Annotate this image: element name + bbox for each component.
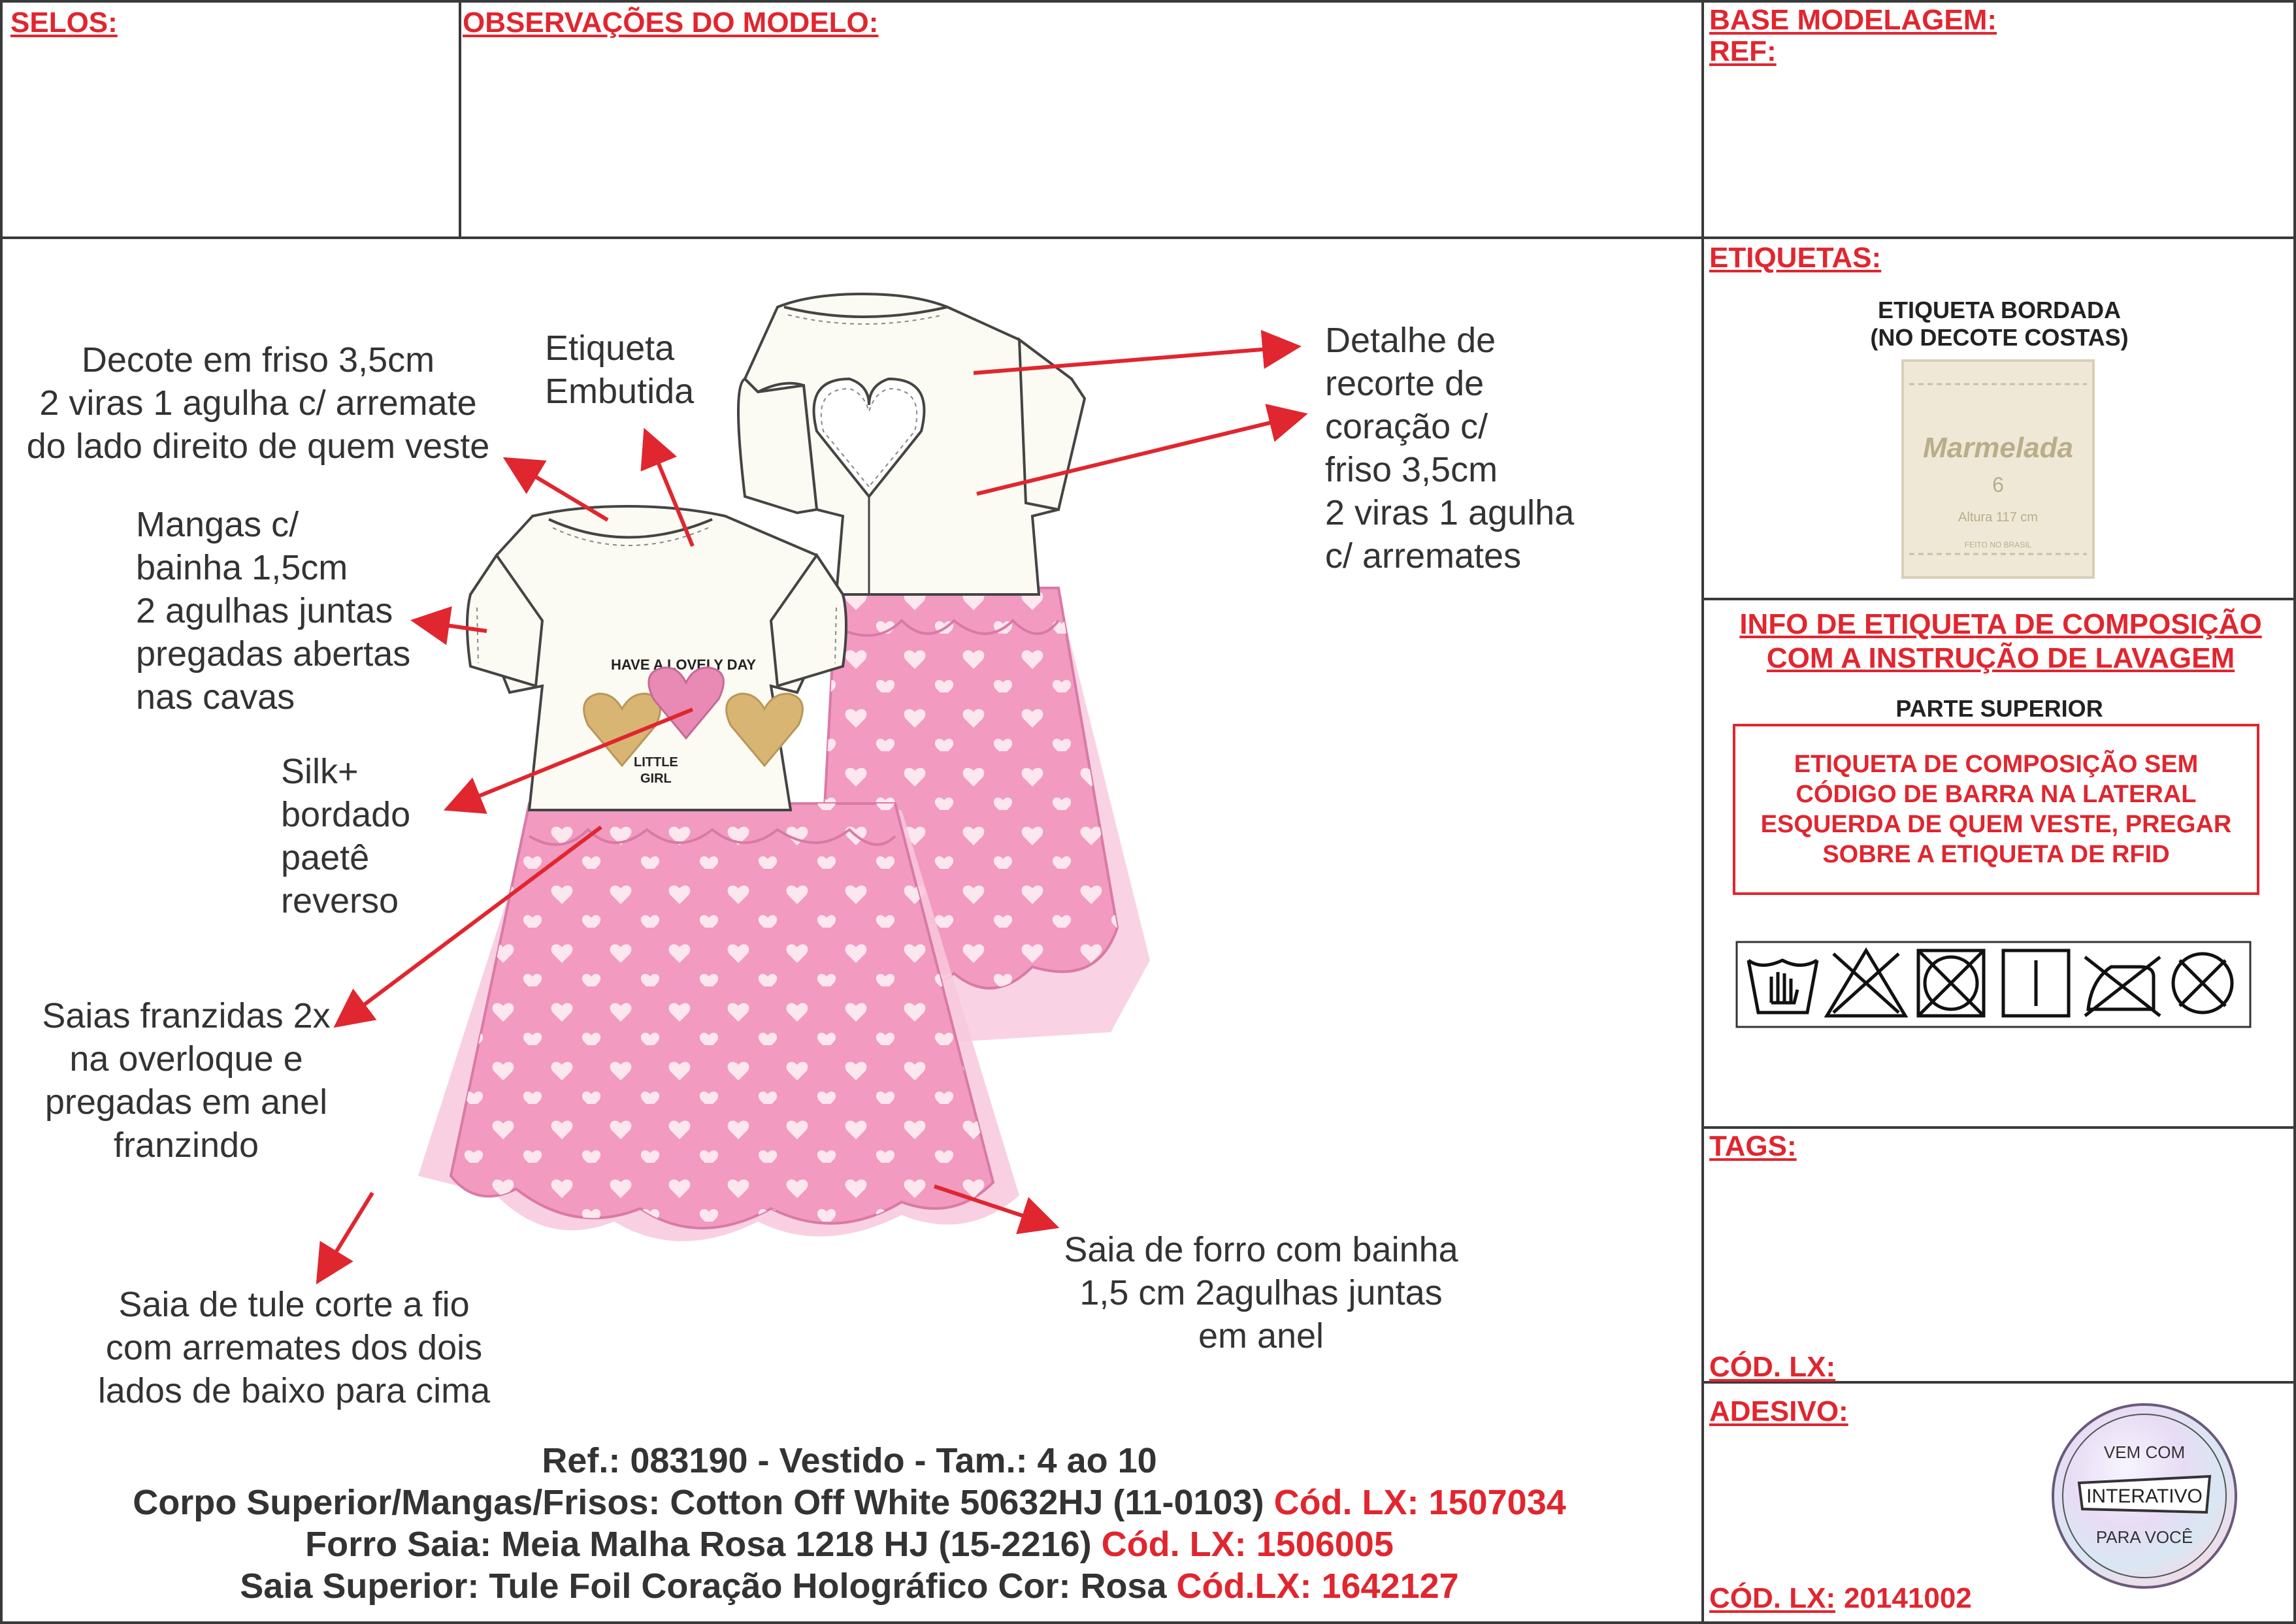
svg-text:Marmelada: Marmelada [1923, 432, 2073, 464]
note-decote: Decote em friso 3,5cm 2 viras 1 agulha c/ arremate do lado direito de quem veste [26, 340, 490, 466]
etiqueta-bordada-caption: ETIQUETA BORDADA (NO DECOTE COSTAS) [1870, 297, 2129, 351]
interativo-sticker [2046, 1398, 2242, 1594]
sidebar-divider-2 [1701, 598, 2296, 600]
ref-label: REF: [1709, 35, 1777, 67]
note-saia-forro: Saia de forro com bainha 1,5 cm 2agulhas juntas em anel [1064, 1230, 1458, 1356]
adesivo-title: ADESIVO: [1709, 1395, 1848, 1427]
note-saias-franzidas: Saias franzidas 2x na overloque e pregadas em anel franzindo [42, 996, 331, 1165]
parte-superior-label: PARTE SUPERIOR [1895, 695, 2103, 722]
print-line1: HAVE A LOVELY DAY [611, 657, 757, 673]
print-line3: GIRL [640, 771, 672, 786]
etiquetas-title: ETIQUETAS: [1709, 242, 1882, 274]
adesivo-cod-lx-label: CÓD. LX: [1709, 1582, 1836, 1614]
selos-label: SELOS: [10, 7, 118, 39]
spec-saia-line: Saia Superior: Tule Foil Coração Holográfico Cor: Rosa Cód.LX: 1642127 [240, 1567, 1459, 1606]
spec-ref-line: Ref.: 083190 - Vestido - Tam.: 4 ao 10 [542, 1441, 1157, 1480]
tags-cod-lx-label: CÓD. LX: [1709, 1351, 1836, 1383]
svg-text:Altura 117 cm: Altura 117 cm [1958, 510, 2038, 525]
print-line2: LITTLE [634, 755, 678, 770]
base-modelagem-label: BASE MODELAGEM: [1709, 4, 1997, 36]
svg-text:VEM COM: VEM COM [2103, 1442, 2186, 1462]
note-silk: Silk+ bordado paetê reverso [281, 752, 411, 920]
note-etiqueta-embutida: Etiqueta Embutida [545, 329, 695, 411]
svg-text:PARA VOCÊ: PARA VOCÊ [2095, 1527, 2193, 1547]
woven-label-image [1900, 358, 2096, 580]
note-saia-tule: Saia de tule corte a fio com arremates dos dois lados de baixo para cima [97, 1285, 491, 1410]
info-composicao-title: INFO DE ETIQUETA DE COMPOSIÇÃO COM A INSTRUÇÃO DE LAVAGEM [1739, 608, 2262, 674]
note-mangas: Mangas c/ bainha 1,5cm 2 agulhas juntas pregadas abertas nas cavas [136, 505, 411, 717]
tags-title: TAGS: [1709, 1130, 1797, 1162]
spec-forro-line: Forro Saia: Meia Malha Rosa 1218 HJ (15-2216) Cód. LX: 1506005 [305, 1525, 1394, 1564]
note-detalhe-coracao: Detalhe de recorte de coração c/ friso 3,5cm 2 viras 1 agulha c/ arremates [1325, 321, 1575, 576]
observacoes-label: OBSERVAÇÕES DO MODELO: [463, 7, 879, 39]
care-symbols-strip [1735, 941, 2252, 1028]
adesivo-cod-lx-value: 20141002 [1844, 1582, 1972, 1614]
composicao-instruction-box: ETIQUETA DE COMPOSIÇÃO SEM CÓDIGO DE BARRA NA LATERAL ESQUERDA DE QUEM VESTE, PREGAR SOBRE A ETIQUETA DE RFID [1733, 724, 2259, 895]
svg-text:FEITO NO BRASIL: FEITO NO BRASIL [1964, 540, 2032, 549]
sidebar-divider-3 [1701, 1126, 2296, 1129]
sidebar-divider-1 [1701, 236, 2296, 239]
svg-text:INTERATIVO: INTERATIVO [2086, 1486, 2203, 1507]
svg-text:6: 6 [1992, 473, 2004, 496]
spec-corpo-line: Corpo Superior/Mangas/Frisos: Cotton Off White 50632HJ (11-0103) Cód. LX: 1507034 [133, 1483, 1566, 1522]
